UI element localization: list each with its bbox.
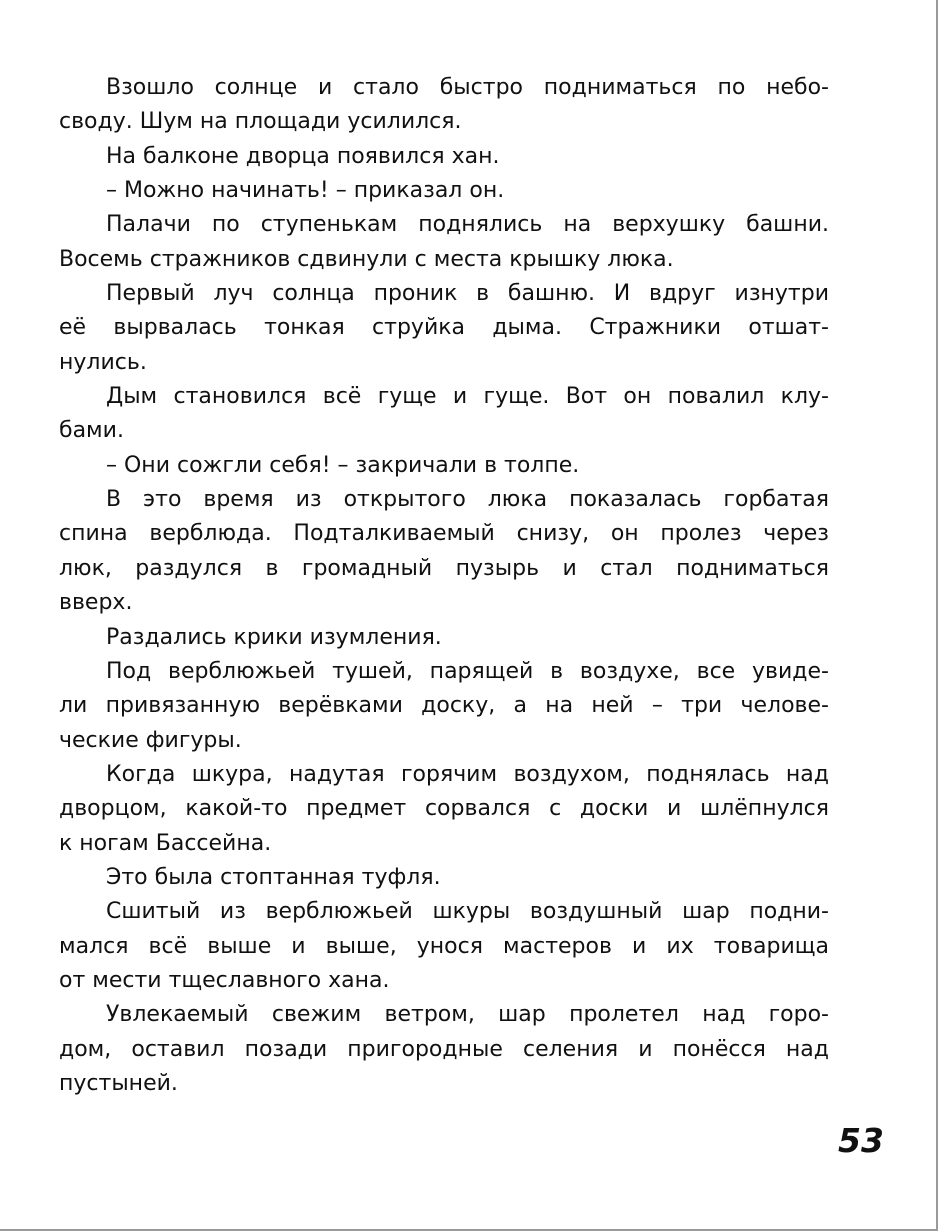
text-line: Раздались крики изумления. (106, 624, 442, 650)
text-line: бами. (59, 418, 124, 444)
text-line: Дым становился всё гуще и гуще. Вот он повалил клу- (106, 384, 829, 410)
text-line: дворцом, какой-то предмет сорвался с доски и шлёпнулся (59, 796, 829, 822)
text-line: ли привязанную верёвками доску, а на ней – три челове- (59, 693, 829, 719)
page-number: 53 (838, 1121, 884, 1160)
text-line: люк, раздулся в громадный пузырь и стал подниматься (59, 555, 829, 581)
text-line: Сшитый из верблюжьей шкуры воздушный шар подни- (106, 899, 829, 925)
text-line: вверх. (59, 590, 133, 616)
text-line: мался всё выше и выше, унося мастеров и их товарища (59, 933, 829, 959)
text-line: спина верблюда. Подталкиваемый снизу, он пролез через (59, 521, 829, 547)
text-line: Взошло солнце и стало быстро подниматься по небо- (106, 75, 829, 100)
text-line: – Они сожгли себя! – закричали в толпе. (106, 452, 580, 478)
text-line: ческие фигуры. (59, 727, 242, 753)
text-line: к ногам Бассейна. (59, 830, 272, 856)
text-line: нулись. (59, 349, 147, 375)
text-line: Первый луч солнца проник в башню. И вдруг изнутри (106, 281, 829, 307)
text-line: её вырвалась тонкая струйка дыма. Стражники отшат- (59, 315, 829, 341)
story-text (59, 71, 829, 1101)
text-line: от мести тщеславного хана. (59, 967, 390, 993)
text-line: пустыней. (59, 1070, 178, 1096)
text-line: Увлекаемый свежим ветром, шар пролетел над горо- (106, 1002, 829, 1028)
text-line: Когда шкура, надутая горячим воздухом, поднялась над (106, 761, 829, 787)
text-line: Палачи по ступенькам поднялись на верхушку башни. (106, 212, 829, 238)
text-line: дом, оставил позади пригородные селения и понёсся над (59, 1036, 829, 1062)
text-line: своду. Шум на площади усилился. (59, 109, 462, 135)
text-line: В это время из открытого люка показалась горбатая (106, 487, 829, 513)
text-line: – Можно начинать! – приказал он. (106, 178, 505, 204)
text-line: Это была стоптанная туфля. (106, 864, 441, 890)
text-line: Под верблюжьей тушей, парящей в воздухе, все увиде- (106, 658, 829, 684)
text-line: На балконе дворца появился хан. (106, 143, 500, 169)
text-line: Восемь стражников сдвинули с места крышку люка. (59, 246, 674, 272)
